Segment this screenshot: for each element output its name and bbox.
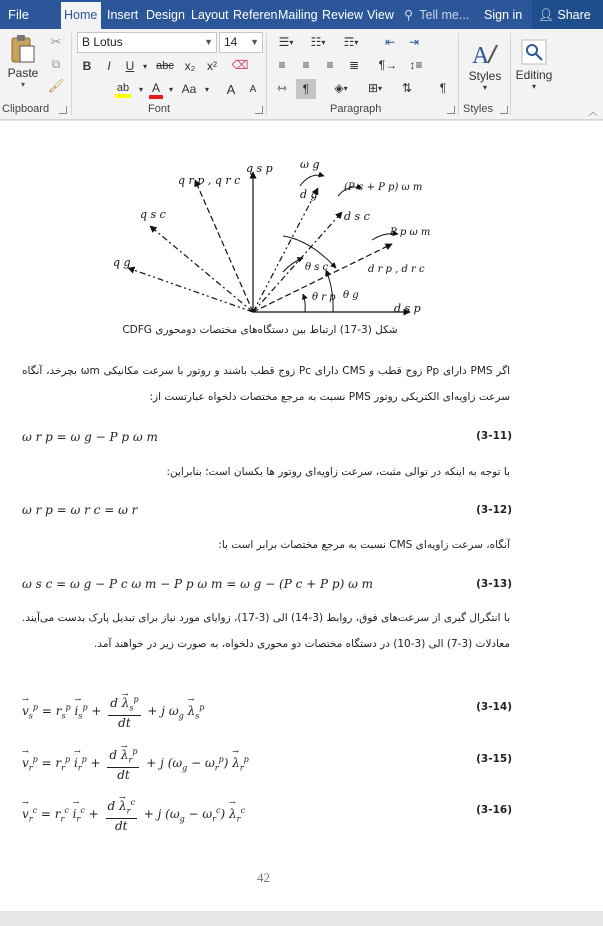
axis-dg (253, 188, 318, 312)
align-left-button[interactable] (272, 56, 292, 74)
ltr-icon: ¶→ (378, 58, 398, 72)
equation-number-3-13: (3-13) (476, 578, 512, 590)
share-label: Share (557, 8, 591, 22)
label-dsc: d s c (344, 210, 370, 223)
clipboard-icon (10, 34, 36, 64)
show-marks-button[interactable] (434, 79, 452, 97)
numbered-list-icon: ☷ (310, 35, 322, 49)
font-color-button[interactable] (146, 79, 166, 101)
label-dg: d g (300, 188, 318, 201)
decrease-indent-button[interactable] (380, 33, 400, 51)
axis-qg (128, 268, 253, 312)
paragraph-launcher-icon[interactable] (447, 106, 455, 114)
axis-qr (195, 180, 253, 312)
equation-3-16: → $v_r^c = r_r^c \to i_r^c$ + $\frac{d \to \lambda_r^c}{dt}$ + j $(\omega_g - \omega_r^c) \to \lambda_r^c$ (22, 795, 245, 834)
label-thg: θ g (343, 290, 359, 301)
sort-icon: ⇅ (401, 81, 413, 95)
font-color-icon: A (151, 81, 160, 95)
italic-button[interactable]: I (107, 59, 111, 73)
tab-mailings[interactable]: Mailing (278, 8, 318, 22)
svg-text:A: A (472, 42, 490, 69)
styles-button[interactable] (464, 33, 506, 97)
distributed-button[interactable] (272, 79, 292, 97)
multilevel-list-icon: ☶ (343, 35, 355, 49)
title-tab-bar (0, 0, 603, 29)
editing-button[interactable] (514, 33, 554, 97)
group-separator (510, 33, 511, 115)
chevron-down-icon: ▾ (20, 79, 25, 89)
rtl-icon: ¶ (302, 82, 310, 96)
tab-review[interactable]: Review (322, 8, 363, 22)
tab-file[interactable]: File (8, 7, 29, 22)
label-pcpp: (P c + P p) ω m (344, 182, 423, 193)
font-launcher-icon[interactable] (255, 106, 263, 114)
line-spacing-button[interactable] (404, 56, 428, 74)
tab-layout[interactable]: Layout (191, 8, 229, 22)
highlighter-icon: ab (116, 82, 130, 94)
bullet-list-icon: ☰ (278, 35, 290, 49)
styles-icon (470, 39, 500, 69)
bold-button[interactable]: B (82, 59, 92, 73)
equation-number-3-11: (3-11) (476, 430, 512, 442)
ribbon-home (0, 29, 603, 120)
page-gap (0, 911, 603, 926)
align-left-icon: ≡ (278, 58, 286, 72)
lightbulb-icon: ⚲ (404, 8, 414, 22)
sort-button[interactable] (398, 79, 416, 97)
paint-bucket-icon: ◈ (334, 81, 344, 95)
label-qsp: q s p (246, 162, 273, 175)
shrink-font-button[interactable]: A (249, 83, 257, 95)
chevron-down-icon: ▼ (250, 37, 259, 47)
chevron-down-icon: ▼ (204, 37, 213, 47)
group-separator (458, 33, 459, 115)
group-separator (266, 33, 267, 115)
chevron-down-icon: ▾ (531, 81, 536, 91)
strikethrough-button[interactable]: abc (156, 60, 174, 72)
rtl-direction-button[interactable] (296, 79, 316, 99)
highlight-button[interactable] (110, 79, 136, 101)
equation-number-3-16: (3-16) (476, 804, 512, 816)
pilcrow-icon: ¶ (439, 81, 447, 95)
label-dsp: d s p (394, 302, 421, 315)
chevron-down-icon[interactable]: ▾ (142, 61, 147, 71)
tab-home[interactable]: Home (61, 0, 101, 29)
label-qsc: q s c (140, 208, 166, 221)
font-size-value: 14 (224, 35, 238, 49)
scissors-icon: ✂ (50, 34, 62, 49)
editing-label: Editing (515, 67, 553, 82)
borders-icon: ⊞ (367, 81, 379, 95)
indent-icon: ⇥ (408, 35, 420, 49)
line-spacing-icon: ↕≡ (409, 58, 423, 72)
eraser-icon: ⌫ (231, 58, 249, 72)
distributed-icon: ⇿ (276, 81, 288, 95)
label-dr: d r p , d r c (368, 264, 425, 275)
theta-rp-arc (303, 294, 305, 312)
justify-button[interactable] (344, 56, 364, 74)
shading-button[interactable]: ◈ ▾ (334, 81, 348, 95)
font-name-value: B Lotus (82, 35, 123, 49)
group-separator (71, 33, 72, 115)
axis-qsc (150, 226, 253, 312)
tab-references[interactable]: Referen (233, 8, 278, 22)
paragraph-1: اگر PMS دارای Pp زوج قطب و CMS دارای Pc زوج قطب باشند و روتور با سرعت مکانیکی ωm بچرخد، آنگاه سرعت زاویه‌ای الکتریکی روتور PMS نسبت به مرجع مختصات دلخواه عبارتست از: (22, 365, 510, 403)
tab-design[interactable]: Design (146, 8, 185, 22)
chevron-up-icon: ︿ (588, 106, 598, 117)
label-thsc: θ s c (305, 262, 329, 273)
label-qg: q g (113, 256, 131, 269)
person-icon: 👤︎ (538, 8, 554, 22)
group-label-clipboard: Clipboard (2, 103, 50, 115)
equation-number-3-14: (3-14) (476, 701, 512, 713)
paragraph-2: با توجه به اینکه در توالی مثبت، سرعت زاویه‌ای روتور ها یکسان است؛ بنابراین: (166, 466, 510, 478)
align-center-icon: ≡ (302, 58, 310, 72)
equation-3-14: → $v_s^p = r_s^p \to i_s^p$ + $\frac{d \to \lambda_s^p}{dt}$ + j $\omega_g \to \lambda_s^p$ (22, 692, 204, 731)
bullets-button[interactable]: ☰ ▾ (278, 35, 294, 49)
ltr-direction-button[interactable] (376, 56, 400, 74)
justify-icon: ≣ (348, 58, 360, 72)
equation-3-13: ω s c = ω g − P c ω m − P p ω m = ω g − (P c + P p) ω m (22, 577, 374, 591)
font-color-swatch (149, 95, 163, 99)
label-qr: q r p , q r c (178, 174, 241, 187)
figure-caption: شکل (3-17) ارتباط بین دستگاه‌های مختصات دومحوری CDFG (122, 324, 398, 336)
format-painter-button[interactable] (46, 77, 66, 95)
cut-button[interactable] (46, 33, 66, 51)
chevron-down-icon[interactable]: ▾ (204, 84, 209, 94)
tab-view[interactable]: View (367, 8, 394, 22)
label-ppwm: P p ω m (390, 227, 431, 238)
superscript-button[interactable]: x² (207, 59, 217, 73)
tell-me-box[interactable] (404, 0, 469, 29)
font-size-combo[interactable] (219, 32, 263, 53)
equation-3-12: ω r p = ω r c = ω r (22, 503, 138, 517)
styles-launcher-icon[interactable] (500, 106, 508, 114)
paste-label: Paste (7, 65, 39, 80)
omega-g-arc (300, 175, 324, 186)
tell-me-label: Tell me... (419, 8, 470, 22)
chevron-down-icon[interactable]: ▾ (138, 84, 143, 94)
tab-insert[interactable]: Insert (107, 8, 139, 22)
numbering-button[interactable]: ☷ ▾ (310, 35, 326, 49)
group-label-paragraph: Paragraph (330, 103, 382, 115)
equation-3-15: → $v_r^p = r_r^p \to i_r^p$ + $\frac{d \to \lambda_r^p}{dt}$ + j $(\omega_g - \omega_r^p) \to \lambda_r^p$ (22, 744, 249, 783)
group-label-font: Font (148, 103, 171, 115)
styles-label: Styles (468, 68, 502, 83)
clear-formatting-button[interactable] (230, 55, 250, 75)
magnifier-icon (522, 40, 546, 64)
change-case-button[interactable]: Aa (181, 82, 197, 96)
align-right-icon: ≡ (326, 58, 334, 72)
copy-button[interactable] (46, 55, 66, 73)
label-wg: ω g (300, 158, 320, 171)
paragraph-3: آنگاه، سرعت زاویه‌ای CMS نسبت به مرجع مختصات برابر است با: (218, 539, 510, 551)
theta-sc-arc (283, 258, 303, 272)
borders-button[interactable]: ⊞ ▾ (367, 81, 383, 95)
chevron-down-icon: ▾ (482, 82, 487, 92)
paragraph-4: با انتگرال گیری از سرعت‌های فوق، روابط (3-14) الی (3-17)، زوایای مورد نیاز برای تبدیل پارک بدست می‌آیند. معادلات (3-7) الی (3-10) در دستگاه مختصات دو محوری دلخواه، به صورت زیر در خواهند آمد. (22, 612, 510, 650)
share-button[interactable] (532, 0, 603, 29)
page-number: 42 (257, 870, 270, 885)
highlight-color-swatch (115, 94, 131, 98)
chevron-down-icon[interactable]: ▾ (168, 84, 173, 94)
equation-number-3-12: (3-12) (476, 504, 512, 516)
outdent-icon: ⇤ (384, 35, 396, 49)
sign-in-link[interactable]: Sign in (484, 8, 523, 22)
equation-3-11: ω r p = ω g − P p ω m (22, 430, 158, 444)
equation-number-3-15: (3-15) (476, 753, 512, 765)
clipboard-launcher-icon[interactable] (59, 106, 67, 114)
copy-icon: ⧉ (51, 56, 61, 71)
align-right-button[interactable] (320, 56, 340, 74)
multilevel-list-button[interactable]: ☶ ▾ (343, 35, 359, 49)
font-name-combo[interactable] (77, 32, 217, 53)
coordinate-diagram (100, 150, 440, 325)
align-center-button[interactable] (296, 56, 316, 74)
label-thrp: θ r p (312, 292, 336, 303)
paintbrush-icon: 🖌︎ (47, 78, 65, 93)
paste-button[interactable] (6, 33, 40, 89)
group-label-styles: Styles (463, 103, 493, 115)
underline-button[interactable]: U (125, 59, 135, 73)
increase-indent-button[interactable] (404, 33, 424, 51)
subscript-button[interactable]: x₂ (184, 59, 196, 73)
grow-font-button[interactable]: A (226, 81, 236, 97)
collapse-ribbon-button[interactable] (586, 105, 600, 117)
